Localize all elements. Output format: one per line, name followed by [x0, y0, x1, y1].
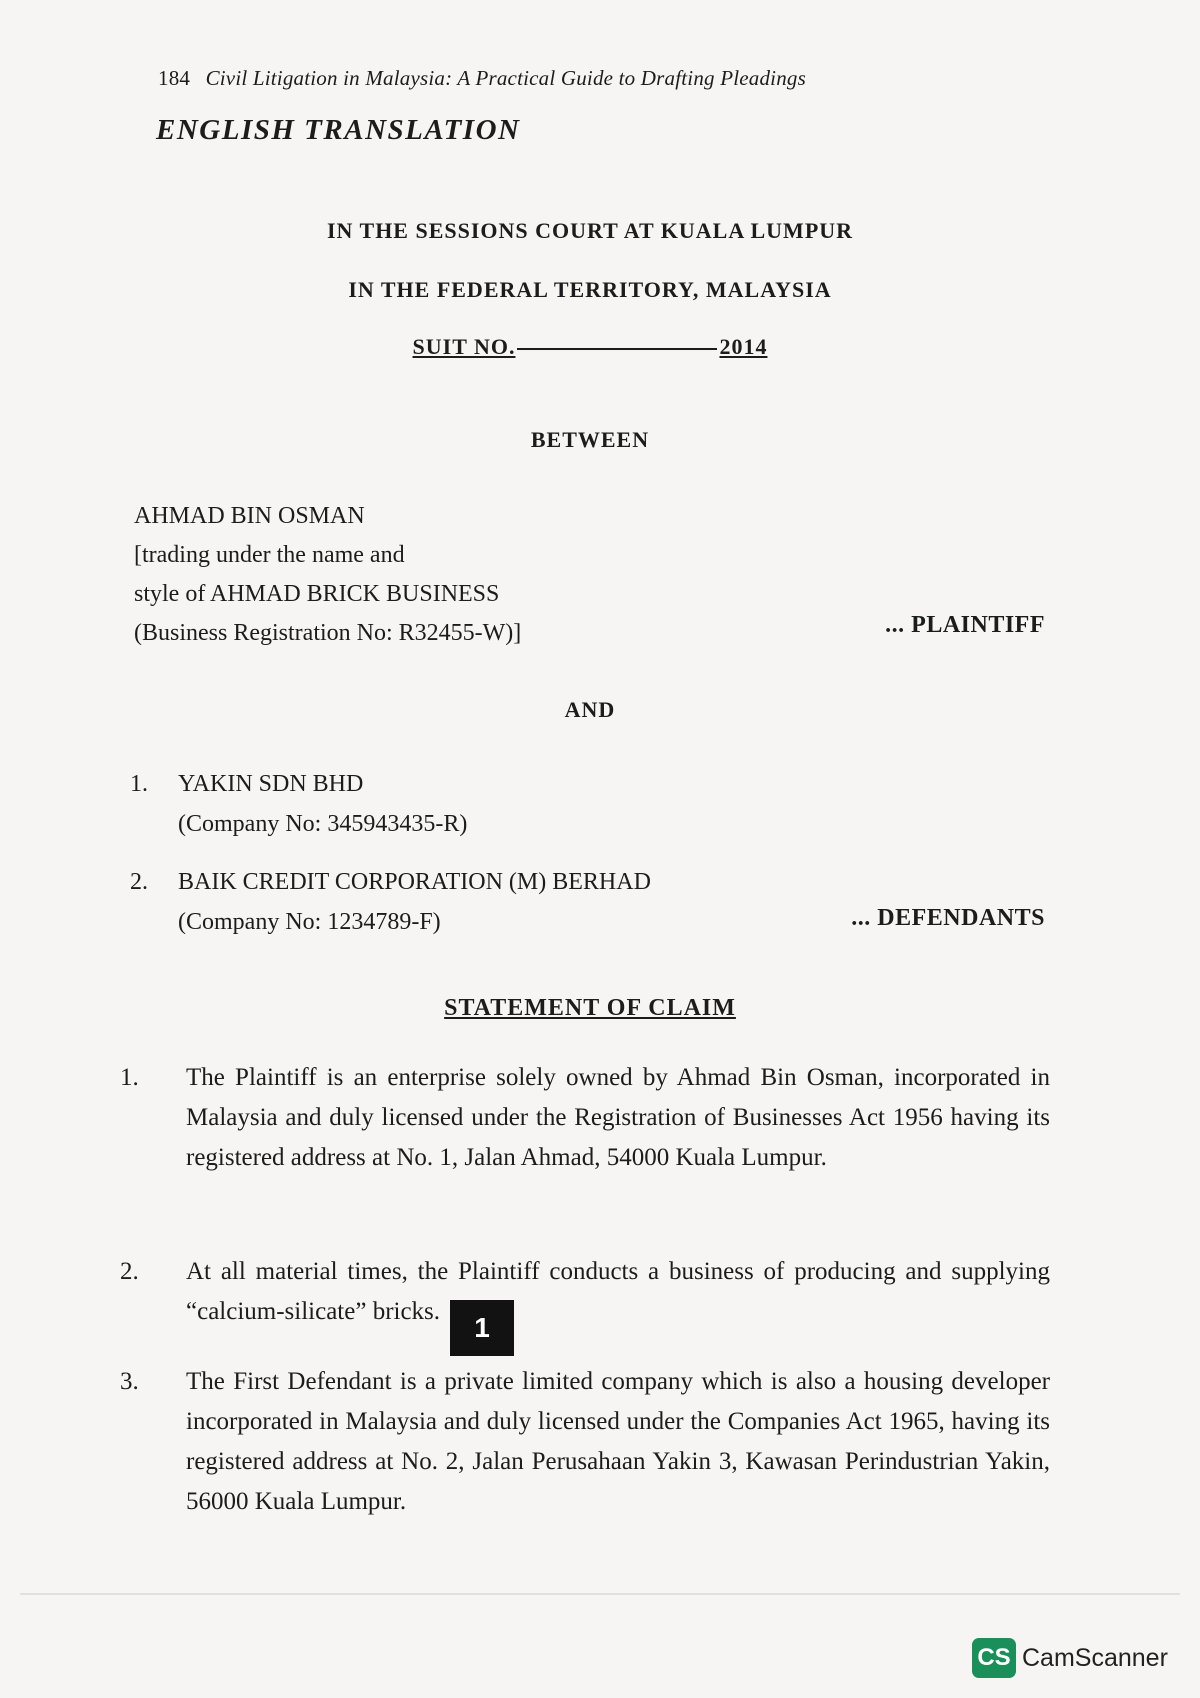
- paragraph-text: The First Defendant is a private limited company which is also a housing developer incorporated in Malaysia and duly licensed under the Companies Act 1965, having its registered address at No. 2, Jalan Perusahaan Yakin 3, Kawasan Perindustrian Yakin, 56000 Kuala Lumpur.: [186, 1368, 1050, 1515]
- running-header: [158, 66, 806, 91]
- and-label: AND: [564, 697, 616, 722]
- suit-number: [140, 334, 1040, 360]
- defendant-reg: (Company No: 345943435-R): [178, 811, 468, 837]
- defendant-number: 1.: [130, 771, 148, 797]
- plaintiff-line: [trading under the name and: [134, 542, 405, 568]
- translation-title: ENGLISH TRANSLATION: [156, 114, 521, 146]
- plaintiff-line: AHMAD BIN OSMAN: [134, 503, 365, 529]
- paragraph-text: At all material times, the Plaintiff conducts a business of producing and supplying “calcium-silicate” bricks.: [186, 1258, 1050, 1325]
- claim-paragraph: [120, 1252, 1050, 1356]
- statement-title-text: STATEMENT OF CLAIM: [444, 995, 736, 1021]
- defendant-name: YAKIN SDN BHD: [178, 771, 364, 797]
- page-number: 184: [158, 66, 191, 90]
- between-label: BETWEEN: [530, 427, 650, 452]
- defendant-reg: (Company No: 1234789-F): [178, 909, 441, 935]
- plaintiff-line: (Business Registration No: R32455-W)]: [134, 620, 522, 646]
- paragraph-number: 3.: [120, 1368, 139, 1395]
- suit-year: 2014: [719, 334, 768, 359]
- statement-title: [140, 995, 1040, 1022]
- paragraph-text: The Plaintiff is an enterprise solely owned by Ahmad Bin Osman, incorporated in Malaysia and duly licensed under the Registration of Businesses Act 1956 having its registered address at No. 1, Jalan Ahmad, 54000 Kuala Lumpur.: [186, 1064, 1050, 1171]
- claim-paragraph: [120, 1362, 1050, 1522]
- book-title: Civil Litigation in Malaysia: A Practical Guide to Drafting Pleadings: [205, 66, 806, 90]
- claim-paragraph: [120, 1058, 1050, 1178]
- defendant-name: BAIK CREDIT CORPORATION (M) BERHAD: [178, 869, 651, 895]
- suit-blank: [517, 348, 717, 350]
- paragraph-number: 1.: [120, 1064, 139, 1091]
- camscanner-logo-icon: CS: [972, 1638, 1016, 1678]
- court-line-2: IN THE FEDERAL TERRITORY, MALAYSIA: [348, 277, 832, 302]
- plaintiff-block: [134, 497, 521, 653]
- annotation-marker: 1: [450, 1300, 514, 1356]
- paragraph-number: 2.: [120, 1258, 139, 1285]
- defendants-role: ... DEFENDANTS: [851, 905, 1045, 931]
- scan-edge-line: [20, 1593, 1180, 1595]
- plaintiff-role: ... PLAINTIFF: [885, 612, 1045, 638]
- defendant-number: 2.: [130, 869, 148, 895]
- suit-label: SUIT NO.: [412, 334, 516, 359]
- court-line-1: IN THE SESSIONS COURT AT KUALA LUMPUR: [326, 218, 854, 243]
- plaintiff-line: style of AHMAD BRICK BUSINESS: [134, 581, 500, 607]
- camscanner-name: CamScanner: [1022, 1643, 1168, 1672]
- camscanner-watermark: [972, 1638, 1168, 1678]
